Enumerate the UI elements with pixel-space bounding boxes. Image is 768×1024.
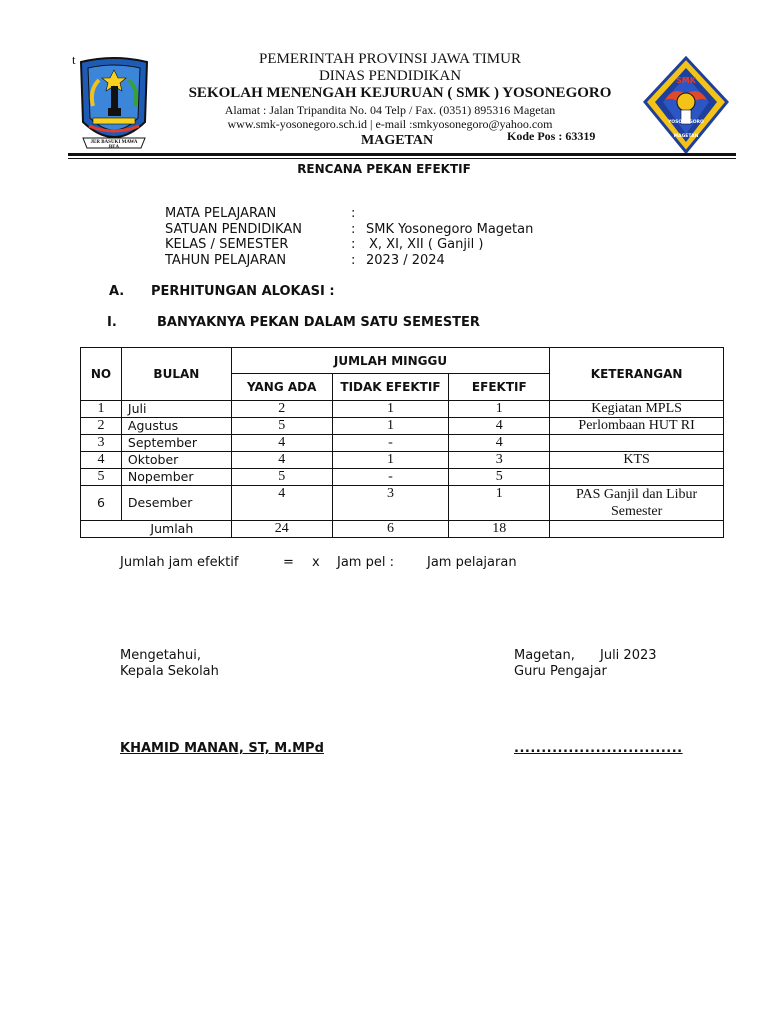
letterhead-rule-thick (68, 153, 736, 156)
meta-sep-unit: : (351, 222, 356, 237)
cell-effective: 1 (449, 486, 550, 521)
cell-not-effective: - (332, 469, 449, 486)
cell-total-effective: 18 (449, 521, 550, 538)
cell-no: 5 (81, 469, 122, 486)
principal-name: KHAMID MANAN, ST, M.MPd (120, 741, 324, 756)
meta-sep-subject: : (351, 206, 356, 221)
cell-not-effective: 3 (332, 486, 449, 521)
col-header-month: BULAN (121, 348, 231, 401)
meta-label-unit: SATUAN PENDIDIKAN (165, 222, 302, 237)
col-header-no: NO (81, 348, 122, 401)
document-title: RENCANA PEKAN EFEKTIF (297, 162, 471, 176)
cell-month: Juli (121, 401, 231, 418)
cell-effective: 4 (449, 435, 550, 452)
table-total-row (81, 521, 724, 538)
table-row (81, 486, 724, 521)
teacher-name-blank: ............................... (514, 741, 683, 756)
cell-not-effective: 1 (332, 418, 449, 435)
postal-code: Kode Pos : 63319 (507, 129, 596, 143)
col-header-available: YANG ADA (231, 374, 332, 401)
cell-total-not-effective: 6 (332, 521, 449, 538)
cell-total-label: Jumlah (121, 521, 231, 538)
cell-effective: 3 (449, 452, 550, 469)
cell-no: 4 (81, 452, 122, 469)
meta-label-subject: MATA PELAJARAN (165, 206, 277, 221)
meta-sep-year: : (351, 253, 356, 268)
cell-month: September (121, 435, 231, 452)
school-contact: www.smk-yosonegoro.sch.id | e-mail :smkyosonegoro@yahoo.com (227, 117, 553, 131)
formula-lesson-hours: Jam pel : (337, 555, 394, 570)
cell-available: 5 (231, 469, 332, 486)
table-row (81, 435, 724, 452)
sig-teacher-title: Guru Pengajar (514, 664, 607, 679)
logo-smk-label: SMK (676, 76, 696, 85)
section-a-number: A. (109, 284, 125, 299)
east-java-emblem-logo (75, 56, 153, 154)
table-row (81, 401, 724, 418)
cell-month: Agustus (121, 418, 231, 435)
school-city: MAGETAN (361, 133, 434, 148)
logo-school-name: YOSONEGORO (668, 120, 704, 125)
cell-not-effective: - (332, 435, 449, 452)
cell-no: 6 (81, 486, 122, 521)
cell-total-available: 24 (231, 521, 332, 538)
school-name: SEKOLAH MENENGAH KEJURUAN ( SMK ) YOSONEGORO (188, 85, 612, 101)
table-row (81, 418, 724, 435)
meta-label-class: KELAS / SEMESTER (165, 237, 289, 252)
cell-month: Desember (121, 486, 231, 521)
cell-notes: Kegiatan MPLS (550, 401, 724, 418)
cell-not-effective: 1 (332, 452, 449, 469)
sig-acknowledged: Mengetahui, (120, 648, 201, 663)
emblem-motto: JER BASUKI MAWA BEA (90, 140, 138, 150)
formula-effective-hours: Jumlah jam efektif (120, 555, 239, 570)
cell-not-effective: 1 (332, 401, 449, 418)
col-header-notes: KETERANGAN (550, 348, 724, 401)
cell-notes: PAS Ganjil dan Libur Semester (550, 486, 724, 521)
cell-notes: KTS (550, 452, 724, 469)
effective-weeks-table (80, 347, 724, 538)
cell-month: Nopember (121, 469, 231, 486)
sig-city: Magetan, (514, 648, 575, 663)
formula-times: x (312, 555, 320, 570)
col-header-effective: EFEKTIF (449, 374, 550, 401)
col-header-not-effective: TIDAK EFEKTIF (332, 374, 449, 401)
letterhead-rule-thin (68, 158, 736, 159)
cell-total-notes (550, 521, 724, 538)
corner-mark: t (72, 52, 76, 67)
formula-lesson-unit: Jam pelajaran (427, 555, 517, 570)
cell-notes (550, 469, 724, 486)
meta-value-class: X, XI, XII ( Ganjil ) (369, 237, 484, 252)
school-address: Alamat : Jalan Tripandita No. 04 Telp / Fax. (0351) 895316 Magetan (224, 103, 556, 117)
cell-available: 4 (231, 452, 332, 469)
section-a-heading: PERHITUNGAN ALOKASI : (151, 284, 335, 299)
table-row (81, 469, 724, 486)
cell-available: 2 (231, 401, 332, 418)
meta-label-year: TAHUN PELAJARAN (165, 253, 287, 268)
section-i-number: I. (107, 315, 117, 330)
cell-no: 3 (81, 435, 122, 452)
cell-effective: 1 (449, 401, 550, 418)
cell-available: 4 (231, 486, 332, 521)
cell-notes (550, 435, 724, 452)
table-row (81, 452, 724, 469)
sig-principal-title: Kepala Sekolah (120, 664, 219, 679)
cell-no: 1 (81, 401, 122, 418)
section-i-heading: BANYAKNYA PEKAN DALAM SATU SEMESTER (157, 315, 480, 330)
cell-available: 5 (231, 418, 332, 435)
agency-name: DINAS PENDIDIKAN (318, 68, 462, 84)
sig-date: Juli 2023 (600, 648, 657, 663)
smk-yosonegoro-logo (643, 56, 729, 154)
cell-effective: 4 (449, 418, 550, 435)
cell-effective: 5 (449, 469, 550, 486)
cell-no: 2 (81, 418, 122, 435)
logo-city-name: MAGETAN (673, 134, 699, 139)
col-header-week-count: JUMLAH MINGGU (231, 348, 549, 374)
formula-equals: = (283, 555, 294, 570)
meta-sep-class: : (351, 237, 356, 252)
meta-value-unit: SMK Yosonegoro Magetan (366, 222, 534, 237)
gov-name: PEMERINTAH PROVINSI JAWA TIMUR (259, 51, 521, 67)
meta-value-year: 2023 / 2024 (366, 253, 445, 268)
cell-notes: Perlombaan HUT RI (550, 418, 724, 435)
cell-available: 4 (231, 435, 332, 452)
cell-month: Oktober (121, 452, 231, 469)
cell-total-spacer (81, 521, 122, 538)
